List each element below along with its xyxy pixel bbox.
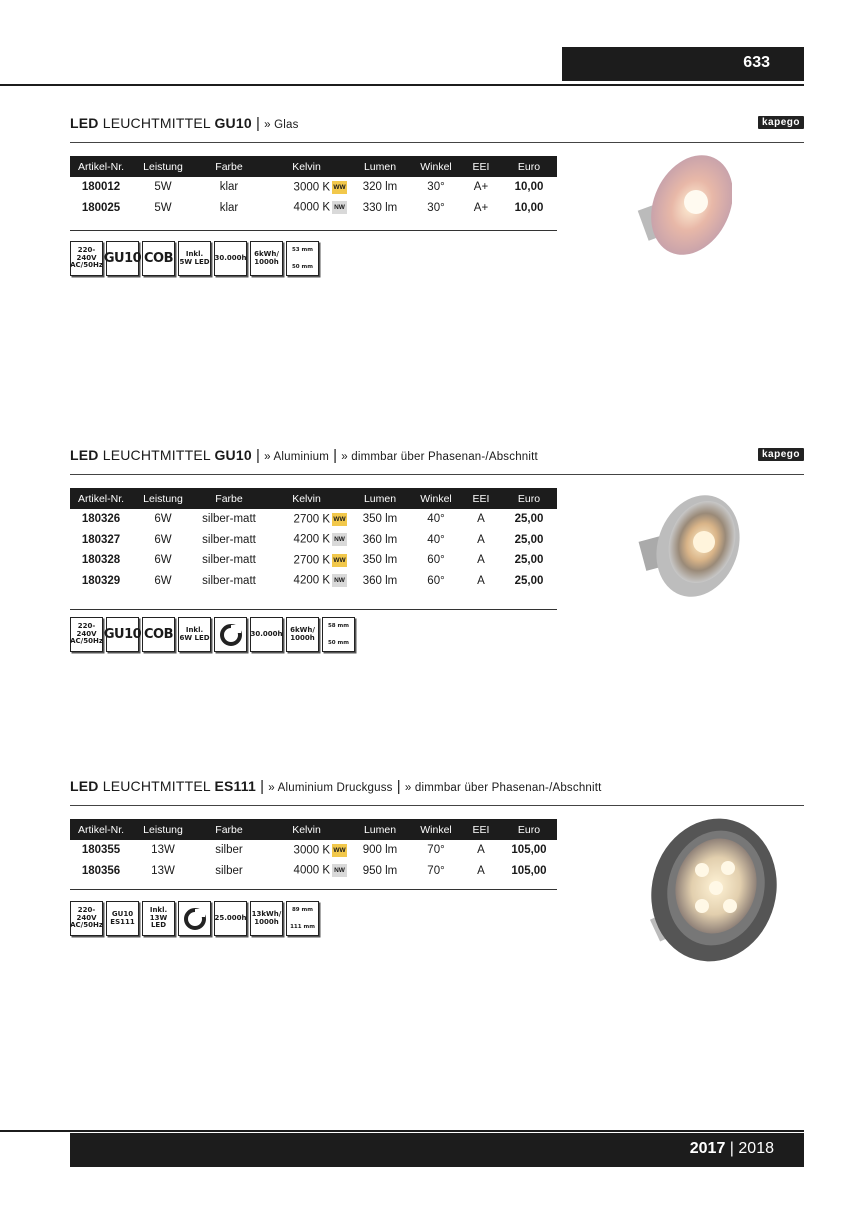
spec-table: Artikel-Nr. Leistung Farbe Kelvin Lumen Winkel EEI Euro 180326 6W silber-matt 2700 K WW 350 lm 40° A 25,00 180327 6W silber-matt 4200 K NW 360 lm 40° A 25,00 180328 6W silber-matt 2700 K WW 350 lm 60° A 25,00 180329 6W silber-matt 4200 K NW 360 lm 60° A 25,00 [70,488,557,591]
ww-tag: WW [332,181,347,194]
feature-icons [70,241,319,276]
page-number-box [562,47,804,81]
section-title: LED LEUCHTMITTEL ES111 | » Aluminium Druckguss | » dimmbar über Phasenan-/Abschnitt [70,778,602,795]
table-row: 180328 6W silber-matt 2700 K WW 350 lm 60° A 25,00 [81,554,544,567]
socket-es111-icon: GU10 ES111 [106,901,139,936]
table-row: 180326 6W silber-matt 2700 K WW 350 lm 40° A 25,00 [81,513,544,526]
table-row: 180025 5W klar 4000 K NW 330 lm 30° A+ 10,00 [81,201,544,214]
included-led-icon: Inkl. 13W LED [142,901,175,936]
dimmable-icon [178,901,211,936]
nw-tag: NW [332,201,347,214]
voltage-icon: 220-240V AC/50Hz [70,241,103,276]
table-bottom-rule [70,889,557,890]
brand-logo: kapego [758,448,804,461]
table-bottom-rule [70,609,557,610]
footer-rule [0,1130,804,1132]
es111-bulb-image [640,818,780,970]
page-number: 633 [743,54,770,71]
energy-consumption-icon: 6kWh/ 1000h [286,617,319,652]
lifetime-icon: 30.000h [250,617,283,652]
included-led-icon: Inkl. 6W LED [178,617,211,652]
footer-years: 2017 | 2018 [689,1140,774,1157]
dimmable-icon [214,617,247,652]
ww-tag: WW [332,844,347,857]
included-led-icon: Inkl. 5W LED [178,241,211,276]
dimensions-icon: 53 mm 50 mm [286,241,319,276]
dimensions-icon: 58 mm 50 mm [322,617,355,652]
cob-icon: COB [142,241,175,276]
gu10-aluminium-bulb-image [632,490,742,610]
brand-logo: kapego [758,116,804,129]
table-row: 180355 13W silber 3000 K WW 900 lm 70° A 105,00 [81,844,547,857]
section-rule [70,142,804,143]
section-title: LED LEUCHTMITTEL GU10 | » Aluminium | » dimmbar über Phasenan-/Abschnitt [70,447,538,464]
table-row: 180327 6W silber-matt 4200 K NW 360 lm 40° A 25,00 [81,533,544,546]
feature-icons [70,901,319,936]
energy-consumption-icon: 6kWh/ 1000h [250,241,283,276]
nw-tag: NW [332,864,347,877]
dimensions-icon: 89 mm 111 mm [286,901,319,936]
section-title: LED LEUCHTMITTEL GU10 | » Glas [70,115,299,132]
ww-tag: WW [332,513,347,526]
section-rule [70,805,804,806]
socket-gu10-icon: GU10 [106,617,139,652]
gu10-glass-bulb-image [632,150,732,275]
table-row: 180356 13W silber 4000 K NW 950 lm 70° A 105,00 [81,864,547,877]
cob-icon: COB [142,617,175,652]
table-row: 180329 6W silber-matt 4200 K NW 360 lm 60° A 25,00 [81,574,544,587]
socket-gu10-icon: GU10 [106,241,139,276]
lifetime-icon: 30.000h [214,241,247,276]
nw-tag: NW [332,533,347,546]
table-row: 180012 5W klar 3000 K WW 320 lm 30° A+ 10,00 [81,181,544,194]
footer-bar [70,1133,804,1167]
voltage-icon: 220-240V AC/50Hz [70,901,103,936]
lifetime-icon: 25.000h [214,901,247,936]
feature-icons [70,617,355,652]
header-rule [0,84,804,86]
voltage-icon: 220-240V AC/50Hz [70,617,103,652]
spec-table: Artikel-Nr. Leistung Farbe Kelvin Lumen Winkel EEI Euro 180012 5W klar 3000 K WW 320 lm 30° A+ 10,00 180025 5W klar 4000 K NW 330 lm 30° A+ 10,00 [70,156,557,218]
section-rule [70,474,804,475]
table-bottom-rule [70,230,557,231]
nw-tag: NW [332,574,347,587]
ww-tag: WW [332,554,347,567]
spec-table: Artikel-Nr. Leistung Farbe Kelvin Lumen Winkel EEI Euro 180355 13W silber 3000 K WW 900 lm 70° A 105,00 180356 13W silber 4000 K NW 950 lm 70° A 105,00 [70,819,557,881]
energy-consumption-icon: 13kWh/ 1000h [250,901,283,936]
